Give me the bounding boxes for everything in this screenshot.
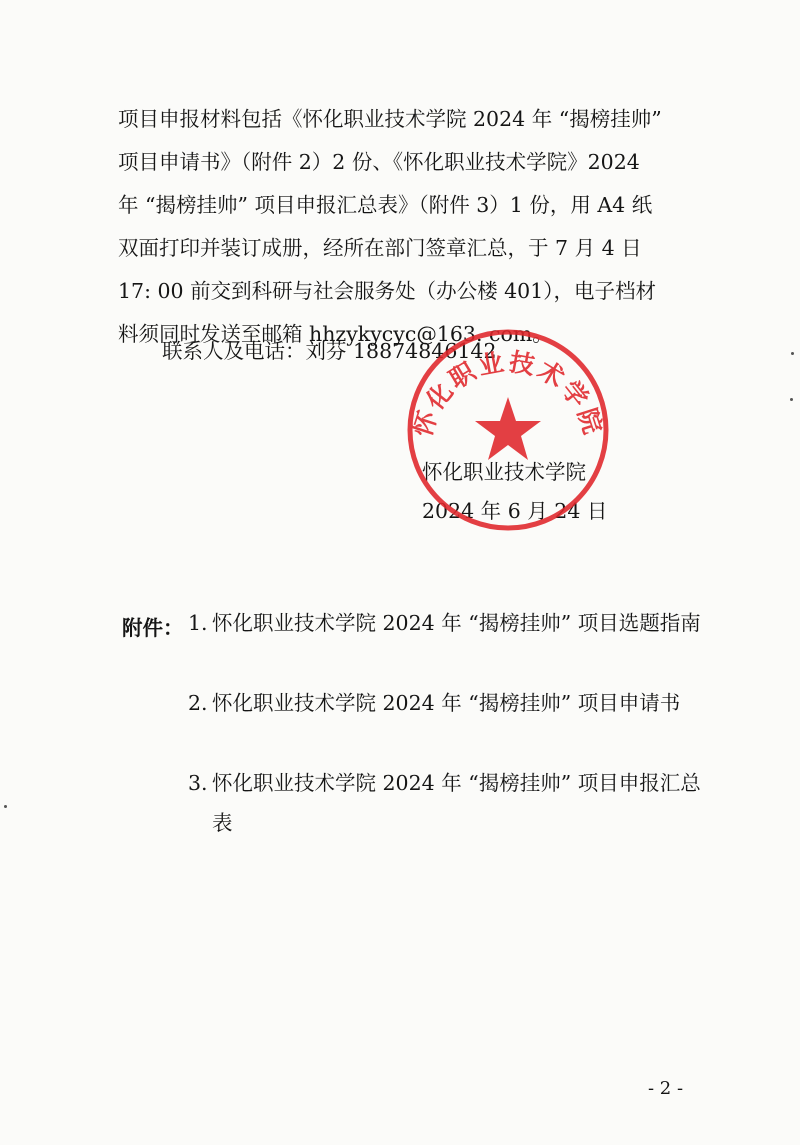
body-line: 料须同时发送至邮箱 hhzykycyc@163. com。 bbox=[118, 322, 553, 346]
attachments-label: 附件： bbox=[122, 616, 184, 640]
body-paragraph bbox=[118, 98, 698, 356]
body-line: 17: 00 前交到科研与社会服务处（办公楼 401），电子档材 bbox=[118, 279, 657, 303]
contact-line: 联系人及电话：刘芬 18874846142 bbox=[162, 339, 497, 363]
scan-speck bbox=[791, 352, 794, 355]
body-line: 年 “揭榜挂帅” 项目申报汇总表》（附件 3）1 份，用 A4 纸 bbox=[118, 193, 653, 217]
attachment-number: 3. bbox=[188, 771, 208, 795]
attachment-text: 怀化职业技术学院 2024 年 “揭榜挂帅” 项目申报汇总表 bbox=[212, 771, 701, 835]
page-number: - 2 - bbox=[648, 1078, 684, 1099]
signature-org: 怀化职业技术学院 bbox=[422, 460, 586, 484]
signature-date: 2024 年 6 月 24 日 bbox=[422, 499, 608, 523]
attachment-item bbox=[188, 603, 708, 643]
body-line: 项目申请书》（附件 2）2 份、《怀化职业技术学院》2024 bbox=[118, 150, 640, 174]
seal-text: 怀化职业技术学院 bbox=[407, 347, 609, 441]
seal-star-icon bbox=[475, 397, 541, 460]
body-line: 双面打印并装订成册，经所在部门签章汇总，于 7 月 4 日 bbox=[118, 236, 642, 260]
attachment-item bbox=[188, 763, 708, 843]
attachment-text: 怀化职业技术学院 2024 年 “揭榜挂帅” 项目申请书 bbox=[212, 691, 681, 715]
body-line: 项目申报材料包括《怀化职业技术学院 2024 年 “揭榜挂帅” bbox=[118, 107, 662, 131]
attachment-number: 1. bbox=[188, 611, 208, 635]
scan-speck bbox=[4, 805, 7, 808]
attachment-text: 怀化职业技术学院 2024 年 “揭榜挂帅” 项目选题指南 bbox=[212, 611, 701, 635]
official-seal-stamp bbox=[405, 327, 611, 533]
scan-speck bbox=[790, 398, 793, 401]
attachment-item bbox=[188, 683, 708, 723]
attachment-number: 2. bbox=[188, 691, 208, 715]
